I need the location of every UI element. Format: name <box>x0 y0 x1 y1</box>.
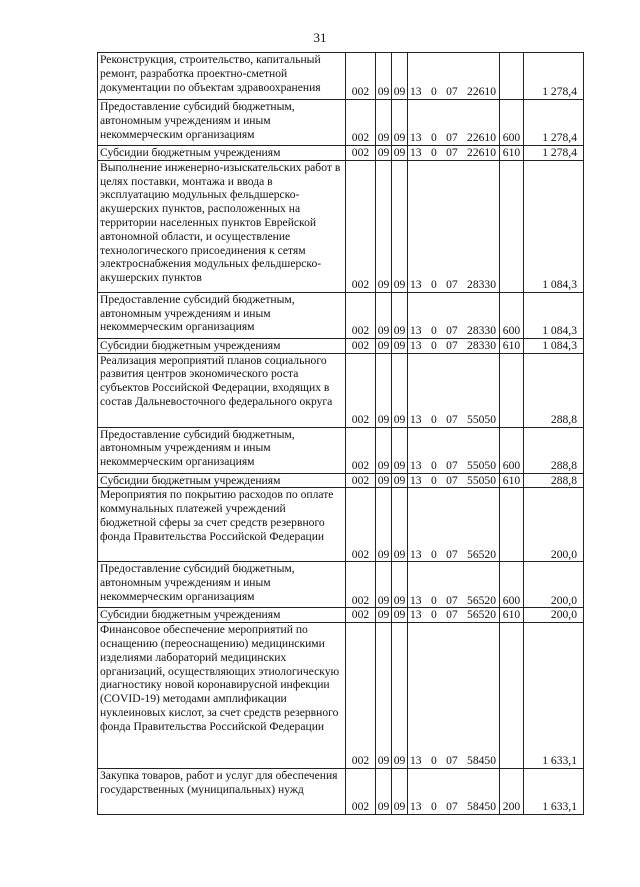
target-article-part: 0 <box>430 131 437 145</box>
target-article-part: 0 <box>430 608 437 622</box>
target-article-part: 07 <box>446 324 458 337</box>
row-name-cell <box>98 146 346 161</box>
row-name-cell <box>98 769 346 815</box>
table-row <box>98 353 584 427</box>
row-name-cell <box>98 562 346 608</box>
target-article-part: 07 <box>446 131 458 145</box>
grbs-code: 002 <box>346 488 376 562</box>
row-name-cell <box>98 160 346 292</box>
target-article-part: 0 <box>430 85 437 99</box>
table-row <box>98 146 584 161</box>
amount-value: 1 633,1 <box>524 769 584 815</box>
target-article-part: 28330 <box>467 324 496 337</box>
grbs-code: 002 <box>346 146 376 161</box>
subsection-code: 09 <box>392 608 408 623</box>
grbs-code: 002 <box>346 100 376 146</box>
section-code: 09 <box>376 562 392 608</box>
row-name-cell <box>98 53 346 100</box>
target-article-part: 28330 <box>467 338 496 352</box>
target-article-code <box>408 488 500 562</box>
grbs-code: 002 <box>346 427 376 473</box>
target-article-part: 0 <box>430 458 437 472</box>
target-article-code <box>408 292 500 338</box>
amount-value: 200,0 <box>524 608 584 623</box>
row-name-cell <box>98 292 346 338</box>
expense-type-code <box>500 160 524 292</box>
section-code: 09 <box>376 769 392 815</box>
target-article-part: 13 <box>410 85 422 99</box>
subsection-code: 09 <box>392 160 408 292</box>
target-article-part: 07 <box>446 800 458 814</box>
table-row <box>98 562 584 608</box>
row-name: Субсидии бюджетным учреждениям <box>100 338 281 352</box>
target-article-part: 07 <box>446 412 458 426</box>
row-name: Мероприятия по покрытию расходов по оплате коммунальных платежей учреждений бюджетной сферы за счет средств резервного фонда Правительства Российской Федерации <box>100 488 334 543</box>
expense-type-code: 200 <box>500 769 524 815</box>
table-row <box>98 623 584 769</box>
row-name: Закупка товаров, работ и услуг для обеспечения государственных (муниципальных) нужд <box>100 769 338 796</box>
target-article-code <box>408 146 500 161</box>
section-code: 09 <box>376 338 392 353</box>
target-article-part: 0 <box>430 754 437 768</box>
grbs-code: 002 <box>346 562 376 608</box>
target-article-code <box>408 623 500 769</box>
row-name-cell <box>98 623 346 769</box>
target-article-part: 13 <box>410 547 422 561</box>
section-code: 09 <box>376 146 392 161</box>
target-article-code <box>408 53 500 100</box>
target-article-code <box>408 353 500 427</box>
grbs-code: 002 <box>346 473 376 488</box>
row-name-cell <box>98 608 346 623</box>
table-row <box>98 608 584 623</box>
target-article-part: 0 <box>430 547 437 561</box>
row-name-cell <box>98 473 346 488</box>
table-row <box>98 160 584 292</box>
subsection-code: 09 <box>392 473 408 488</box>
target-article-part: 13 <box>410 146 422 159</box>
target-article-code <box>408 473 500 488</box>
section-code: 09 <box>376 292 392 338</box>
expense-type-code: 600 <box>500 427 524 473</box>
subsection-code: 09 <box>392 53 408 100</box>
expense-type-code: 600 <box>500 100 524 146</box>
target-article-code <box>408 769 500 815</box>
amount-value: 1 084,3 <box>524 160 584 292</box>
target-article-part: 0 <box>430 324 437 337</box>
target-article-part: 13 <box>410 338 422 352</box>
table-row <box>98 473 584 488</box>
table-row <box>98 53 584 100</box>
amount-value: 1 084,3 <box>524 292 584 338</box>
subsection-code: 09 <box>392 146 408 161</box>
target-article-part: 28330 <box>467 278 496 291</box>
target-article-part: 0 <box>430 412 437 426</box>
target-article-part: 22610 <box>467 85 496 99</box>
amount-value: 1 278,4 <box>524 100 584 146</box>
row-name: Предоставление субсидий бюджетным, автономным учреждениям и иным некоммерческим организациям <box>100 427 295 469</box>
expense-type-code: 610 <box>500 146 524 161</box>
section-code: 09 <box>376 608 392 623</box>
target-article-part: 13 <box>410 324 422 337</box>
target-article-part: 13 <box>410 412 422 426</box>
table-row <box>98 100 584 146</box>
target-article-part: 07 <box>446 85 458 99</box>
section-code: 09 <box>376 488 392 562</box>
target-article-part: 55050 <box>467 473 496 487</box>
target-article-part: 07 <box>446 593 458 607</box>
target-article-part: 56520 <box>467 593 496 607</box>
subsection-code: 09 <box>392 427 408 473</box>
row-name: Субсидии бюджетным учреждениям <box>100 146 281 159</box>
expense-type-code <box>500 488 524 562</box>
row-name-cell <box>98 488 346 562</box>
target-article-part: 07 <box>446 338 458 352</box>
target-article-code <box>408 427 500 473</box>
target-article-part: 0 <box>430 146 437 159</box>
target-article-part: 56520 <box>467 547 496 561</box>
subsection-code: 09 <box>392 338 408 353</box>
target-article-part: 13 <box>410 754 422 768</box>
target-article-part: 55050 <box>467 458 496 472</box>
row-name: Предоставление субсидий бюджетным, автономным учреждениям и иным некоммерческим организациям <box>100 100 295 141</box>
target-article-part: 13 <box>410 473 422 487</box>
grbs-code: 002 <box>346 53 376 100</box>
row-name: Субсидии бюджетным учреждениям <box>100 473 281 487</box>
grbs-code: 002 <box>346 353 376 427</box>
subsection-code: 09 <box>392 562 408 608</box>
expense-type-code <box>500 53 524 100</box>
target-article-part: 22610 <box>467 131 496 145</box>
section-code: 09 <box>376 427 392 473</box>
target-article-part: 58450 <box>467 754 496 768</box>
expense-type-code <box>500 353 524 427</box>
row-name: Предоставление субсидий бюджетным, автономным учреждениям и иным некоммерческим организациям <box>100 562 295 603</box>
row-name-cell <box>98 427 346 473</box>
amount-value: 1 084,3 <box>524 338 584 353</box>
section-code: 09 <box>376 623 392 769</box>
subsection-code: 09 <box>392 488 408 562</box>
row-name: Реализация мероприятий планов социального развития центров экономического роста субъектов Российской Федерации, входящих в состав Дальневосточного федерального округа <box>100 353 333 408</box>
target-article-part: 0 <box>430 338 437 352</box>
target-article-code <box>408 338 500 353</box>
table-row <box>98 338 584 353</box>
table-row <box>98 488 584 562</box>
section-code: 09 <box>376 160 392 292</box>
subsection-code: 09 <box>392 353 408 427</box>
budget-table <box>97 52 584 815</box>
table-row <box>98 769 584 815</box>
row-name-cell <box>98 353 346 427</box>
section-code: 09 <box>376 100 392 146</box>
target-article-part: 56520 <box>467 608 496 622</box>
target-article-part: 07 <box>446 547 458 561</box>
grbs-code: 002 <box>346 292 376 338</box>
row-name: Выполнение инженерно-изыскательских работ в целях поставки, монтажа и ввода в эксплуатацию модульных фельдшерско-акушерских пунктов, расположенных на территории населенных пунктов Еврейской автономной области, и осуществление технологического присоединения к сетям электроснабжения модульных фельдшерско-акушерских пунктов <box>100 160 341 285</box>
amount-value: 200,0 <box>524 562 584 608</box>
grbs-code: 002 <box>346 160 376 292</box>
section-code: 09 <box>376 353 392 427</box>
grbs-code: 002 <box>346 623 376 769</box>
subsection-code: 09 <box>392 100 408 146</box>
amount-value: 1 278,4 <box>524 53 584 100</box>
target-article-part: 07 <box>446 608 458 622</box>
target-article-part: 55050 <box>467 412 496 426</box>
target-article-part: 0 <box>430 473 437 487</box>
target-article-code <box>408 160 500 292</box>
subsection-code: 09 <box>392 769 408 815</box>
target-article-part: 0 <box>430 593 437 607</box>
row-name: Субсидии бюджетным учреждениям <box>100 608 281 622</box>
target-article-part: 07 <box>446 146 458 159</box>
expense-type-code: 610 <box>500 473 524 488</box>
subsection-code: 09 <box>392 292 408 338</box>
section-code: 09 <box>376 53 392 100</box>
expense-type-code <box>500 623 524 769</box>
target-article-part: 13 <box>410 458 422 472</box>
amount-value: 200,0 <box>524 488 584 562</box>
target-article-part: 13 <box>410 608 422 622</box>
target-article-part: 07 <box>446 278 458 291</box>
target-article-part: 0 <box>430 800 437 814</box>
target-article-part: 07 <box>446 458 458 472</box>
grbs-code: 002 <box>346 608 376 623</box>
target-article-part: 13 <box>410 800 422 814</box>
amount-value: 288,8 <box>524 353 584 427</box>
section-code: 09 <box>376 473 392 488</box>
row-name-cell <box>98 100 346 146</box>
expense-type-code: 600 <box>500 562 524 608</box>
grbs-code: 002 <box>346 769 376 815</box>
target-article-code <box>408 100 500 146</box>
grbs-code: 002 <box>346 338 376 353</box>
amount-value: 288,8 <box>524 473 584 488</box>
amount-value: 1 633,1 <box>524 623 584 769</box>
target-article-part: 58450 <box>467 800 496 814</box>
target-article-code <box>408 608 500 623</box>
row-name: Финансовое обеспечение мероприятий по оснащению (переоснащению) медицинскими изделиями лабораторий медицинских организаций, осуществляющих этиологическую диагностику новой коронавирусной инфекции (COVID-19) методами амплификации нуклеиновых кислот, за счет средств резервного фонда Правительства Российской Федерации <box>100 623 340 733</box>
target-article-part: 13 <box>410 278 422 291</box>
row-name: Реконструкция, строительство, капитальный ремонт, разработка проектно-сметной документации по объектам здравоохранения <box>100 53 321 94</box>
subsection-code: 09 <box>392 623 408 769</box>
expense-type-code: 600 <box>500 292 524 338</box>
target-article-part: 07 <box>446 754 458 768</box>
expense-type-code: 610 <box>500 608 524 623</box>
target-article-part: 07 <box>446 473 458 487</box>
table-row <box>98 292 584 338</box>
amount-value: 288,8 <box>524 427 584 473</box>
target-article-part: 22610 <box>467 146 496 159</box>
page-number: 31 <box>313 30 327 45</box>
target-article-part: 0 <box>430 278 437 291</box>
row-name-cell <box>98 338 346 353</box>
target-article-part: 13 <box>410 131 422 145</box>
expense-type-code: 610 <box>500 338 524 353</box>
table-row <box>98 427 584 473</box>
amount-value: 1 278,4 <box>524 146 584 161</box>
row-name: Предоставление субсидий бюджетным, автономным учреждениям и иным некоммерческим организациям <box>100 292 295 334</box>
target-article-part: 13 <box>410 593 422 607</box>
target-article-code <box>408 562 500 608</box>
